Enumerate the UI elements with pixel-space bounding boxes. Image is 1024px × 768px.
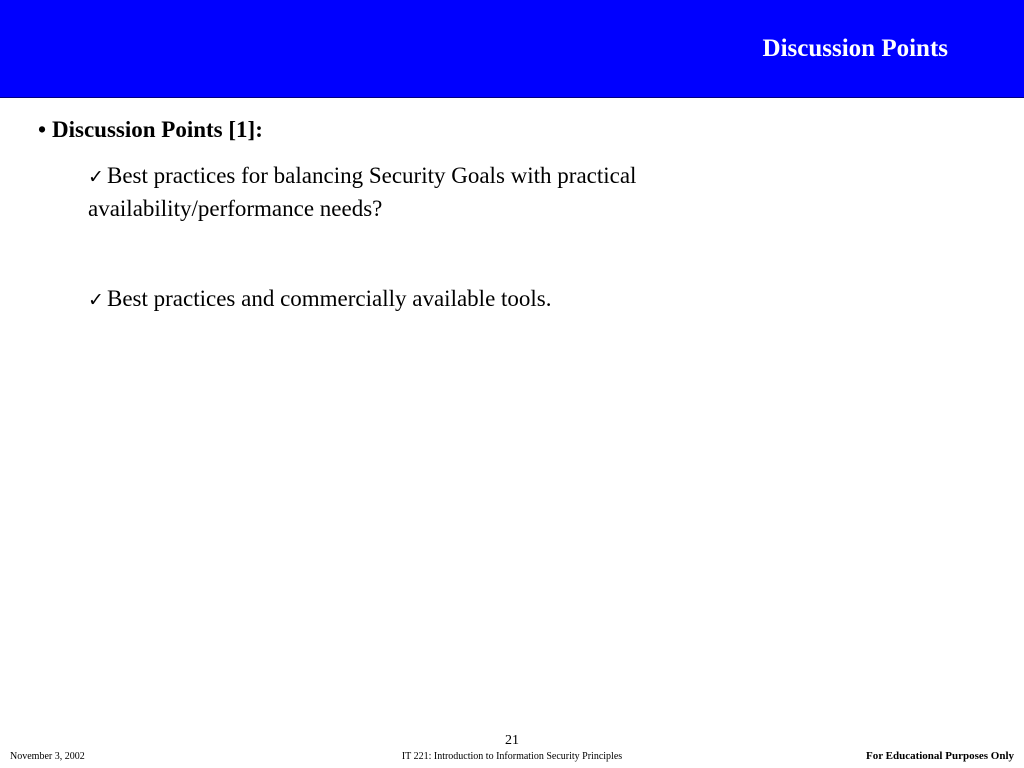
footer-date: November 3, 2002: [10, 751, 85, 762]
checkmark-icon: ✓: [88, 289, 104, 311]
list-item: [88, 160, 788, 225]
footer-notice: For Educational Purposes Only: [865, 750, 1014, 762]
footer-course-title: IT 221: Introduction to Information Security Principles: [401, 751, 623, 762]
list-item-text: Best practices for balancing Security Goals with practical availability/performance needs?: [88, 163, 637, 221]
slide-title: Discussion Points: [762, 35, 948, 62]
main-bullet: [38, 114, 263, 146]
list-item-text: Best practices and commercially available tools.: [107, 286, 552, 311]
bullet-icon: •: [38, 117, 47, 142]
header-bar: [0, 0, 1024, 98]
page-number: 21: [505, 733, 519, 748]
main-bullet-label: Discussion Points [1]:: [52, 117, 263, 142]
checkmark-icon: ✓: [88, 166, 104, 188]
list-item: [88, 283, 788, 316]
